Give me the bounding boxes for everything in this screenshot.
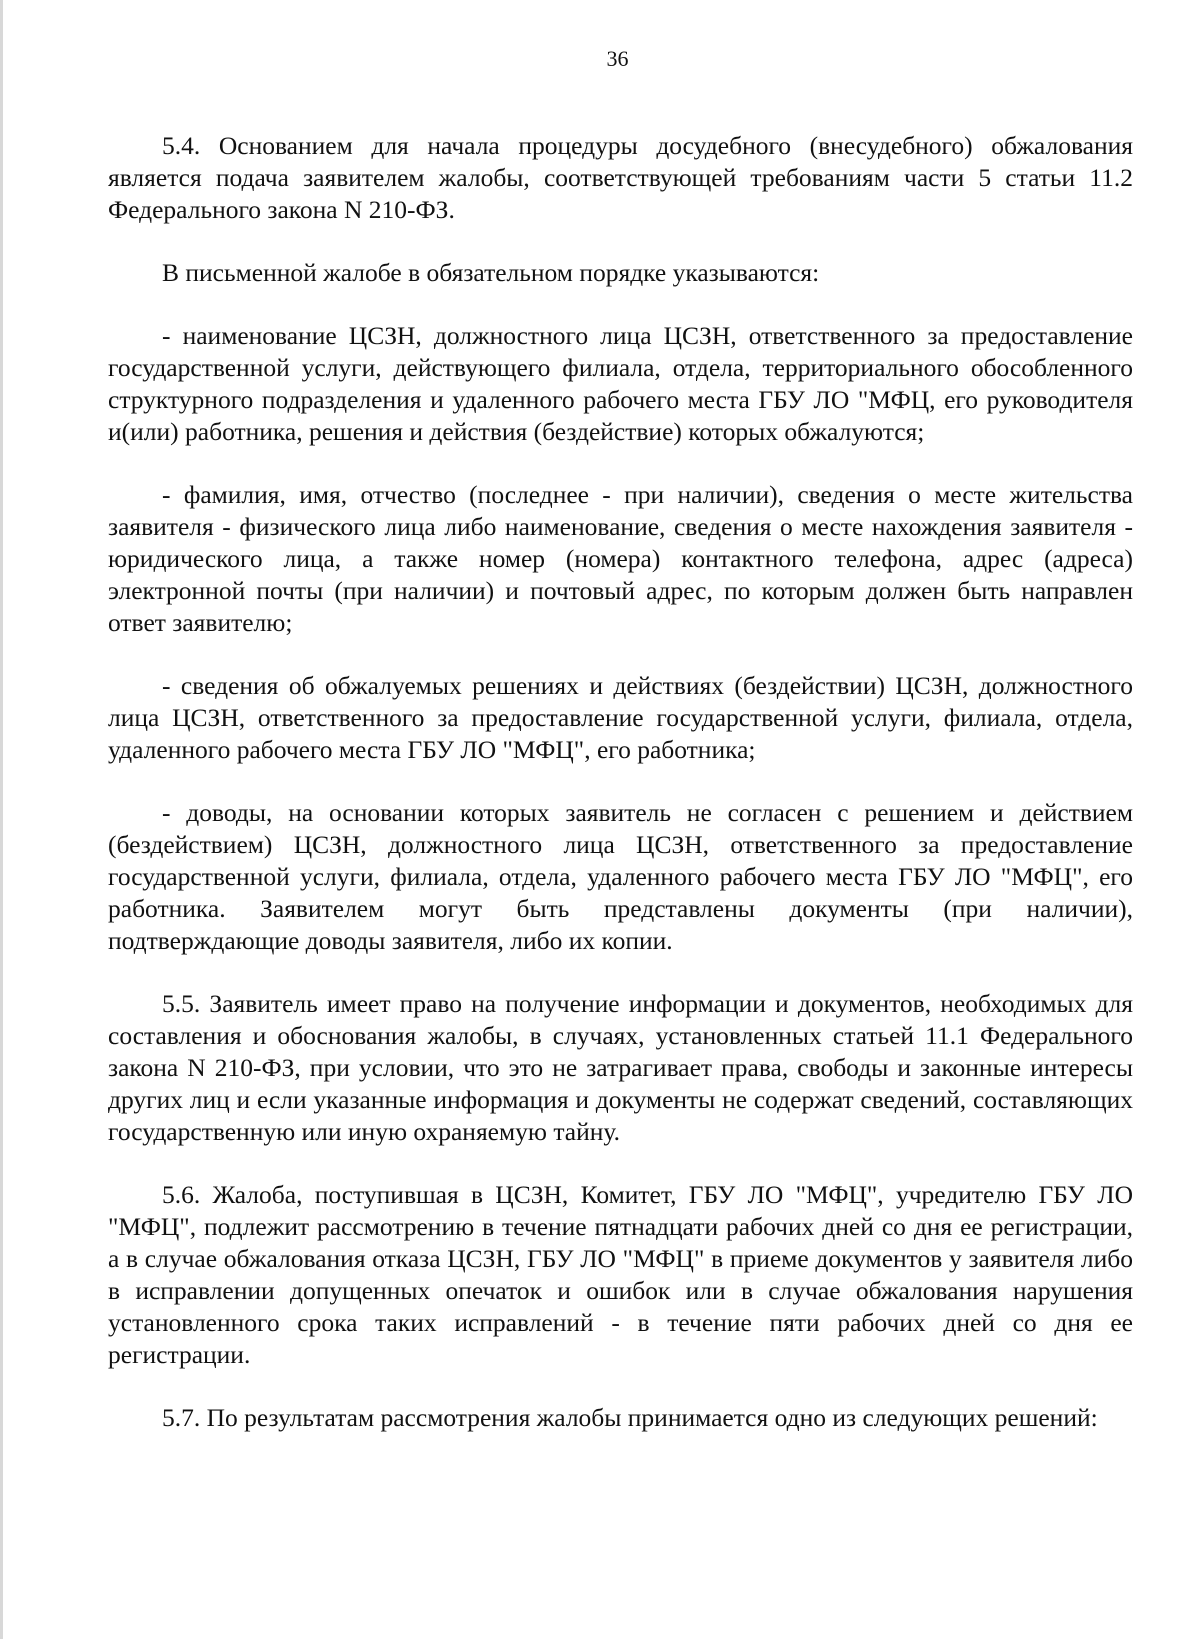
paragraph-5-6: 5.6. Жалоба, поступившая в ЦСЗН, Комитет, ГБУ ЛО "МФЦ", учредителю ГБУ ЛО "МФЦ", подлежит рассмотрению в течение пятнадцати рабочих дней со дня ее регистрации, а в случае обжалования отказа ЦСЗН, ГБУ ЛО "МФЦ" в приеме документов у заявителя либо в исправлении допущенных опечаток и ошибок или в случае обжалования нарушения установленного срока таких исправлений - в течение пяти рабочих дней со дня ее регистрации.	[108, 1180, 1133, 1369]
list-item-appealed-decisions: - сведения об обжалуемых решениях и действиях (бездействии) ЦСЗН, должностного лица ЦСЗН, ответственного за предоставление государственной услуги, филиала, отдела, удаленного рабочего места ГБУ ЛО "МФЦ", его работника;	[108, 671, 1133, 764]
document-body	[108, 130, 1133, 1434]
list-item-applicant-details: - фамилия, имя, отчество (последнее - при наличии), сведения о месте жительства заявителя - физического лица либо наименование, сведения о месте нахождения заявителя - юридического лица, а также номер (номера) контактного телефона, адрес (адреса) электронной почты (при наличии) и почтовый адрес, по которым должен быть направлен ответ заявителю;	[108, 480, 1133, 637]
paragraph-5-7: 5.7. По результатам рассмотрения жалобы принимается одно из следующих решений:	[162, 1403, 1098, 1432]
paragraph-5-5: 5.5. Заявитель имеет право на получение информации и документов, необходимых для составления и обоснования жалобы, в случаях, установленных статьей 11.1 Федерального закона N 210-ФЗ, при условии, что это не затрагивает права, свободы и законные интересы других лиц и если указанные информация и документы не содержат сведений, составляющих государственную или иную охраняемую тайну.	[108, 989, 1133, 1146]
list-item-arguments: - доводы, на основании которых заявитель не согласен с решением и действием (бездействием) ЦСЗН, должностного лица ЦСЗН, ответственного за предоставление государственной услуги, филиала, отдела, удаленного рабочего места ГБУ ЛО "МФЦ", его работника. Заявителем могут быть представлены документы (при наличии), подтверждающие доводы заявителя, либо их копии.	[108, 798, 1133, 955]
page-number: 36	[606, 46, 629, 71]
paragraph-complaint-contents-intro: В письменной жалобе в обязательном порядке указываются:	[162, 258, 820, 287]
scan-edge	[0, 0, 3, 1639]
paragraph-5-4: 5.4. Основанием для начала процедуры досудебного (внесудебного) обжалования является подача заявителем жалобы, соответствующей требованиям части 5 статьи 11.2 Федерального закона N 210-ФЗ.	[108, 131, 1133, 224]
list-item-name-of-body: - наименование ЦСЗН, должностного лица ЦСЗН, ответственного за предоставление государственной услуги, действующего филиала, отдела, территориального обособленного структурного подразделения и удаленного рабочего места ГБУ ЛО "МФЦ, его руководителя и(или) работника, решения и действия (бездействие) которых обжалуются;	[108, 321, 1133, 446]
